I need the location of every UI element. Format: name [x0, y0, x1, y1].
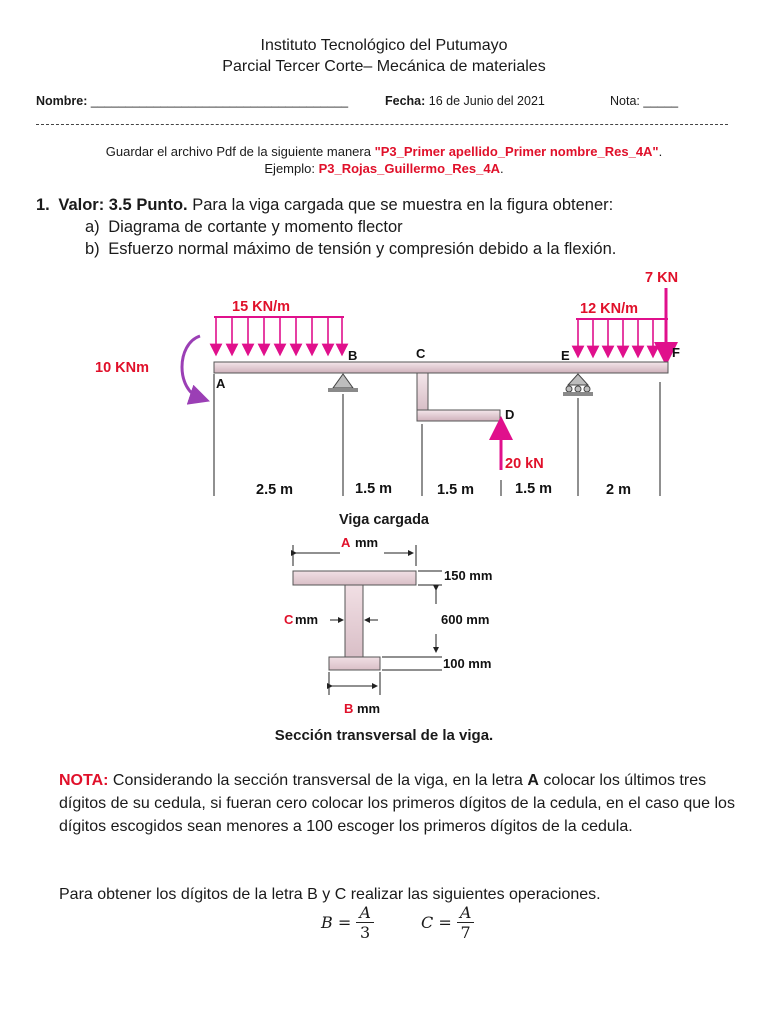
section-figure-caption: Sección transversal de la viga.	[274, 727, 494, 744]
example-end: .	[499, 161, 504, 176]
grade-blank: _____	[643, 94, 679, 108]
formula-b-numerator: A	[356, 904, 374, 923]
question-value: Valor: 3.5 Punto.	[58, 196, 188, 214]
save-format: "P3_Primer apellido_Primer nombre_Res_4A"	[374, 144, 659, 159]
point-c-label: C	[416, 346, 426, 361]
name-label: Nombre:	[36, 94, 88, 108]
point-b-label: B	[348, 348, 358, 363]
point-f-label: F	[672, 345, 680, 360]
dim-a-unit: mm	[355, 535, 379, 550]
dim-bottom-label: 100 mm	[443, 656, 492, 671]
load-left-label: 15 KN/m	[232, 299, 291, 315]
beam	[214, 362, 668, 373]
note-letter-a: A	[527, 772, 539, 789]
cross-section-diagram	[0, 532, 768, 720]
name-field	[36, 94, 348, 108]
dim-web-label: 600 mm	[441, 612, 490, 627]
formula-b-denominator: 3	[360, 923, 371, 942]
note-paragraph	[59, 769, 739, 838]
point-load-7kn-label: 7 KN	[645, 270, 679, 286]
institution-title: Instituto Tecnológico del Putumayo	[260, 37, 508, 54]
question-number: 1.	[36, 196, 50, 214]
load-right-label: 12 KN/m	[580, 301, 639, 317]
formula-b-fraction	[356, 904, 374, 943]
date-field	[385, 94, 545, 108]
bracket-cd	[417, 373, 500, 421]
note-text-2: colocar los últimos tres dígitos de su cedula, si fueran cero colocar los primeros dígitos de la cedula, en el caso que los dígitos escogidos sean menores a 100 escoger los primeros dígitos de la cedula.	[59, 772, 735, 835]
example-value: P3_Rojas_Guillermo_Res_4A	[318, 161, 500, 176]
moment-arrow	[182, 336, 200, 398]
item-b-marker: b)	[85, 240, 100, 258]
example-label: Ejemplo:	[264, 161, 319, 176]
item-a-text: Diagrama de cortante y momento flector	[108, 218, 403, 236]
formula-c-numerator: A	[457, 904, 475, 923]
roller-support-e	[563, 374, 593, 396]
header-divider	[36, 124, 728, 125]
question-1	[36, 195, 613, 216]
dimension-right	[382, 571, 442, 670]
date-label: Fecha:	[385, 94, 426, 108]
span-label-3: 1.5 m	[437, 482, 475, 498]
operations-text: Para obtener los dígitos de la letra B y C realizar las siguientes operaciones.	[59, 886, 601, 903]
grade-label: Nota:	[610, 94, 640, 108]
exam-title: Parcial Tercer Corte– Mecánica de materiales	[222, 58, 546, 75]
formula-c	[421, 904, 474, 943]
example-instruction	[0, 161, 768, 176]
item-b-text: Esfuerzo normal máximo de tensión y compresión debido a la flexión.	[108, 240, 617, 258]
question-item-b	[85, 239, 616, 260]
formula-c-fraction	[457, 904, 475, 943]
dim-b-unit: mm	[357, 701, 381, 716]
dim-c-letter: C	[284, 612, 294, 627]
span-label-2: 1.5 m	[355, 481, 393, 497]
span-label-5: 2 m	[606, 482, 631, 498]
question-item-a	[85, 217, 403, 238]
distributed-load-right	[576, 318, 668, 352]
span-label-4: 1.5 m	[515, 481, 553, 497]
dim-c-unit: mm	[295, 612, 319, 627]
date-value: 16 de Junio del 2021	[428, 94, 545, 108]
note-label: NOTA:	[59, 772, 109, 789]
beam-figure-caption: Viga cargada	[338, 512, 429, 528]
note-text-1: Considerando la sección transversal de la viga, en la letra	[108, 772, 528, 789]
formula-b-lhs: B =	[321, 913, 352, 932]
dimension-b	[329, 672, 380, 695]
save-end: .	[658, 144, 663, 159]
grade-field	[610, 94, 678, 108]
question-prompt: Para la viga cargada que se muestra en la figura obtener:	[187, 196, 614, 214]
formula-b	[321, 904, 374, 943]
item-a-marker: a)	[85, 218, 100, 236]
save-text: Guardar el archivo Pdf de la siguiente manera	[105, 144, 375, 159]
pin-support-b	[328, 374, 358, 392]
span-label-1: 2.5 m	[256, 482, 294, 498]
moment-label: 10 KNm	[95, 360, 149, 376]
dim-top-label: 150 mm	[444, 568, 493, 583]
loaded-beam-diagram	[0, 262, 768, 502]
formula-c-denominator: 7	[460, 923, 471, 942]
point-load-20kn-label: 20 kN	[505, 456, 544, 472]
point-e-label: E	[561, 348, 570, 363]
point-d-label: D	[505, 407, 515, 422]
dim-a-letter: A	[341, 535, 351, 550]
formula-c-lhs: C =	[421, 913, 452, 932]
name-blank: _____________________________________	[90, 94, 349, 108]
dim-b-letter: B	[344, 701, 354, 716]
dimension-lines	[214, 374, 660, 496]
point-a-label: A	[216, 376, 226, 391]
save-instruction	[0, 144, 768, 159]
distributed-load-left	[214, 316, 344, 350]
